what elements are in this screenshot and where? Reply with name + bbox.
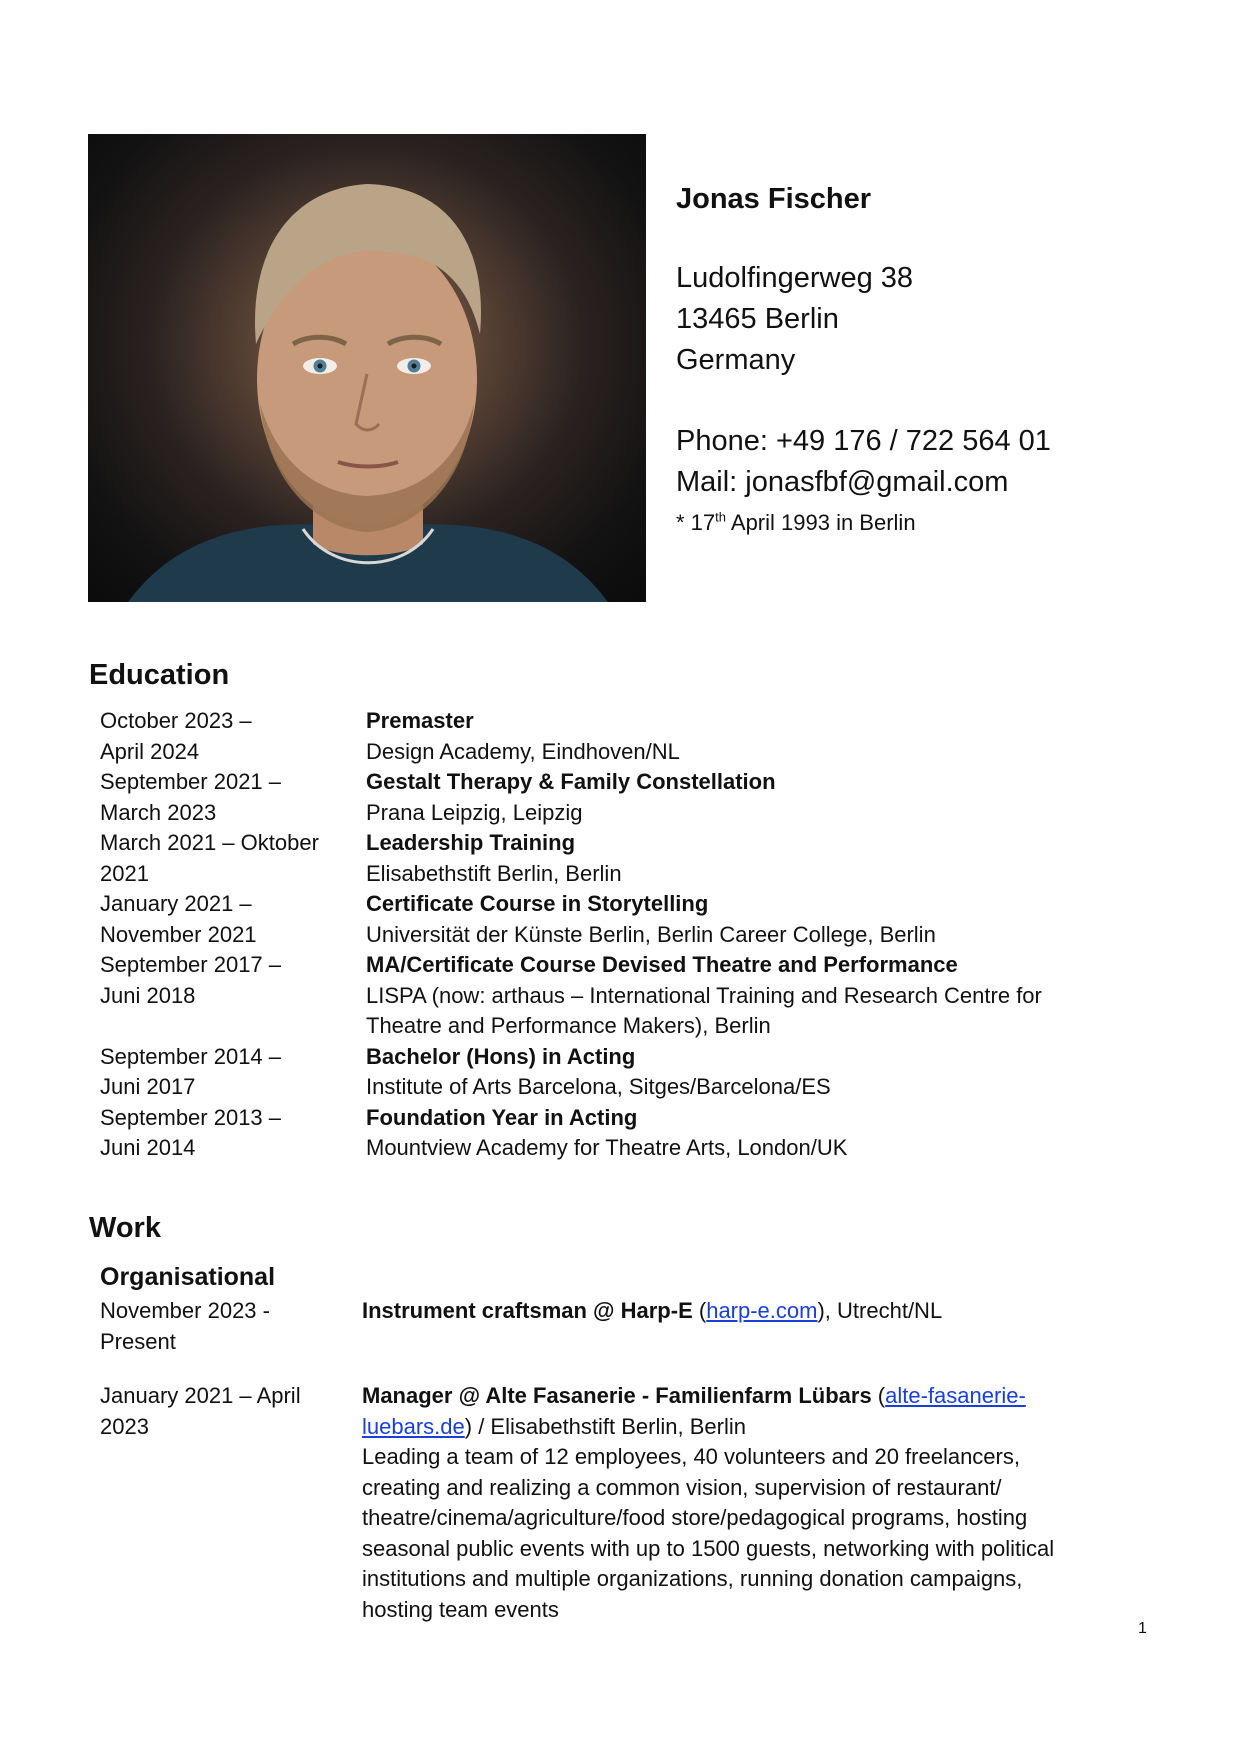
work-paren-open: (	[692, 1298, 707, 1323]
education-date	[100, 767, 366, 828]
education-date-start: September 2021 –	[100, 769, 282, 794]
contact-block	[676, 180, 1196, 541]
work-description	[362, 1442, 1120, 1625]
education-date	[100, 706, 366, 767]
education-institution: Mountview Academy for Theatre Arts, London/UK	[366, 1135, 848, 1160]
address-city: 13465 Berlin	[676, 303, 839, 335]
work-list	[100, 1296, 1120, 1625]
education-title: Foundation Year in Acting	[366, 1104, 638, 1130]
portrait-photo	[88, 134, 646, 602]
work-date	[100, 1296, 362, 1357]
education-date-end: March 2023	[100, 799, 217, 825]
education-details	[366, 828, 1120, 889]
education-title: MA/Certificate Course Devised Theatre and Performance	[366, 952, 958, 977]
work-entry	[100, 1381, 1120, 1625]
education-entry	[100, 889, 1120, 950]
education-date-start: March 2021 – Oktober	[100, 830, 319, 855]
education-date-end: Juni 2014	[100, 1135, 196, 1160]
education-title: Leadership Training	[366, 830, 576, 855]
work-role: Manager @ Alte Fasanerie - Familienfarm Lübars	[362, 1383, 872, 1408]
education-details	[366, 706, 1120, 767]
education-date	[100, 889, 366, 950]
education-date	[100, 1103, 366, 1164]
birth-ordinal: th	[715, 509, 726, 525]
education-institution: Theatre and Performance Makers), Berlin	[366, 1013, 771, 1038]
education-institution: Universität der Künste Berlin, Berlin Career College, Berlin	[366, 921, 936, 947]
work-description-line: seasonal public events with up to 1500 guests, networking with political	[362, 1535, 1055, 1561]
education-date	[100, 950, 366, 1042]
education-list	[100, 706, 1120, 1164]
education-institution: Prana Leipzig, Leipzig	[366, 799, 583, 825]
phone-number: Phone: +49 176 / 722 564 01	[676, 425, 1051, 457]
education-date-start: January 2021 –	[100, 891, 252, 916]
work-role: Instrument craftsman @ Harp-E	[362, 1298, 693, 1323]
work-location: ) / Elisabethstift Berlin, Berlin	[464, 1413, 746, 1439]
birth-prefix: * 17	[676, 510, 716, 535]
education-date-start: October 2023 –	[100, 708, 252, 733]
education-date-start: September 2013 –	[100, 1104, 282, 1130]
alte-fasanerie-link[interactable]: alte-fasanerie-	[885, 1383, 1026, 1408]
page-number: 1	[1138, 1620, 1147, 1637]
email-address: Mail: jonasfbf@gmail.com	[676, 466, 1009, 498]
work-heading: Work	[89, 1212, 161, 1244]
education-details	[366, 889, 1120, 950]
education-title: Gestalt Therapy & Family Constellation	[366, 769, 776, 794]
education-entry	[100, 1103, 1120, 1164]
education-details	[366, 1042, 1120, 1103]
birth-suffix: April 1993 in Berlin	[726, 510, 916, 535]
work-description-line: institutions and multiple organizations, running donation campaigns,	[362, 1566, 1023, 1591]
birth-info	[676, 505, 1196, 541]
education-entry	[100, 950, 1120, 1042]
work-date-end: 2023	[100, 1413, 149, 1439]
education-date-end: Juni 2017	[100, 1074, 196, 1099]
work-description-line: Leading a team of 12 employees, 40 volunteers and 20 freelancers,	[362, 1444, 1020, 1469]
harp-e-link[interactable]: harp-e.com	[706, 1298, 818, 1323]
education-entry	[100, 1042, 1120, 1103]
education-date-start: September 2014 –	[100, 1043, 282, 1069]
education-details	[366, 767, 1120, 828]
address	[676, 258, 1196, 381]
work-entry	[100, 1296, 1120, 1357]
education-institution: LISPA (now: arthaus – International Training and Research Centre for	[366, 982, 1042, 1008]
education-title: Certificate Course in Storytelling	[366, 891, 709, 916]
work-date-start: January 2021 – April	[100, 1383, 301, 1408]
work-description-line: creating and realizing a common vision, supervision of restaurant/	[362, 1474, 1002, 1500]
education-institution: Elisabethstift Berlin, Berlin	[366, 860, 622, 886]
work-details	[362, 1381, 1120, 1625]
address-street: Ludolfingerweg 38	[676, 262, 914, 294]
education-institution: Institute of Arts Barcelona, Sitges/Barcelona/ES	[366, 1074, 831, 1099]
education-entry	[100, 706, 1120, 767]
education-entry	[100, 828, 1120, 889]
education-date-end: Juni 2018	[100, 982, 196, 1008]
education-date-end: April 2024	[100, 738, 200, 764]
work-date-end: Present	[100, 1328, 176, 1354]
contact-details	[676, 421, 1196, 503]
work-paren-open: (	[871, 1383, 886, 1408]
work-description-line: theatre/cinema/agriculture/food store/pedagogical programs, hosting	[362, 1505, 1028, 1530]
work-date-start: November 2023 -	[100, 1298, 270, 1323]
education-date-end: November 2021	[100, 921, 257, 947]
work-location: ), Utrecht/NL	[817, 1298, 943, 1323]
work-date	[100, 1381, 362, 1625]
education-title: Bachelor (Hons) in Acting	[366, 1043, 636, 1069]
education-details	[366, 1103, 1120, 1164]
portrait-illustration	[88, 134, 646, 602]
work-details	[362, 1296, 1120, 1357]
work-description-line: hosting team events	[362, 1596, 559, 1622]
education-heading: Education	[89, 659, 230, 691]
address-country: Germany	[676, 344, 796, 376]
organisational-heading: Organisational	[100, 1263, 276, 1291]
education-institution: Design Academy, Eindhoven/NL	[366, 738, 680, 764]
education-date-end: 2021	[100, 860, 149, 886]
education-date-start: September 2017 –	[100, 952, 282, 977]
education-details	[366, 950, 1120, 1042]
education-date	[100, 1042, 366, 1103]
alte-fasanerie-link-continued[interactable]: luebars.de	[362, 1413, 465, 1439]
person-name: Jonas Fischer	[676, 183, 872, 215]
education-entry	[100, 767, 1120, 828]
education-date	[100, 828, 366, 889]
education-title: Premaster	[366, 708, 474, 733]
